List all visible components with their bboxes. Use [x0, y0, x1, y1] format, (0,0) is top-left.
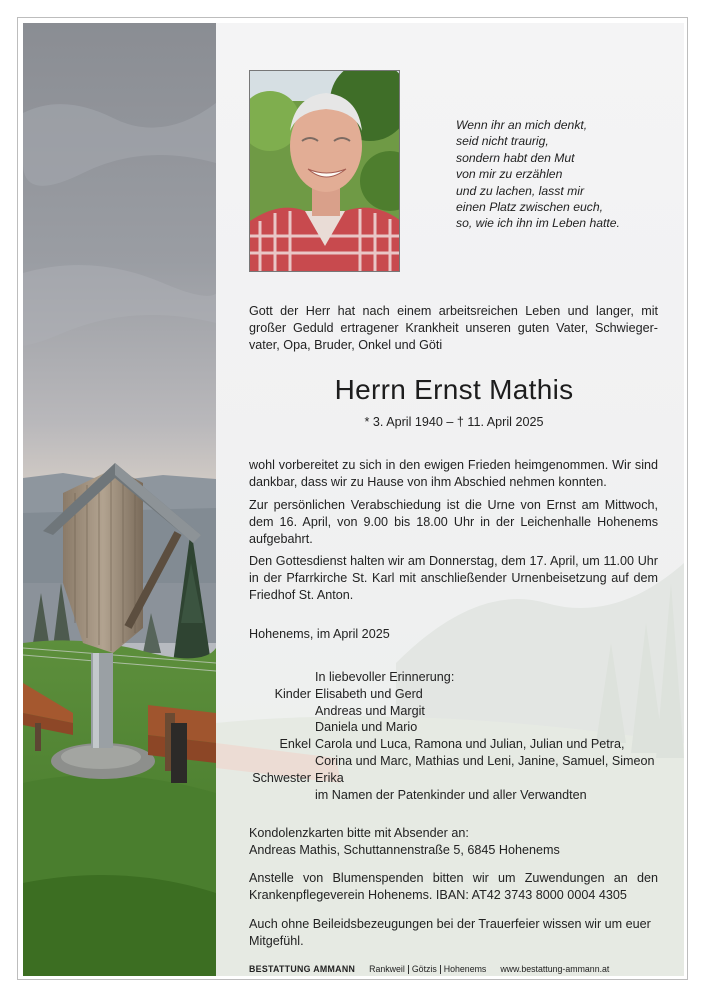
family-label — [249, 719, 315, 736]
family-names: Andreas und Margit — [315, 703, 425, 718]
poem-line: Wenn ihr an mich denkt, — [456, 118, 588, 132]
family-list — [249, 669, 669, 803]
life-dates: * 3. April 1940 – † 11. April 2025 — [364, 415, 544, 429]
divider — [408, 965, 409, 974]
family-label: Schwester — [252, 770, 311, 785]
poem — [456, 117, 676, 232]
family-row — [249, 787, 669, 804]
poem-line: seid nicht traurig, — [456, 134, 549, 149]
family-row — [249, 703, 669, 720]
paragraph-farewell: Zur persönlichen Verabschiedung ist die Urne von Ernst am Mittwoch, dem 16. April, von 9.00 bis 18.00 Uhr in der Leichenhalle Hohenems aufgebahrt. — [249, 498, 658, 546]
family-heading: In liebevoller Erinnerung: — [315, 670, 455, 684]
poem-line: sondern habt den Mut — [456, 150, 575, 165]
paragraph-service: Den Gottesdienst halten wir am Donnerstag, dem 17. April, um 11.00 Uhr in der Pfarrkirche St. Karl mit anschließender Urnenbeisetzung auf dem Friedhof St. Anton. — [249, 554, 658, 602]
divider — [440, 965, 441, 974]
family-label — [249, 787, 315, 804]
condolence-info — [249, 825, 658, 859]
condolence-line: Kondolenzkarten bitte mit Absender an: — [249, 826, 469, 840]
paragraph-peace: wohl vorbereitet zu sich in den ewigen Frieden heimgenommen. Wir sind dankbar, dass wir zu Hause von ihm Abschied nehmen konnten. — [249, 458, 658, 489]
closing-text: Auch ohne Beileidsbezeugungen bei der Trauerfeier wissen wir um euer Mitgefühl. — [249, 917, 651, 948]
donation-text: Anstelle von Blumenspenden bitten wir um Zuwendungen an den Krankenpflegeverein Hohenems. IBAN: AT42 3743 8000 0004 4305 — [249, 871, 658, 902]
family-row — [249, 736, 669, 753]
poem-line: so, wie ich ihn im Leben hatte. — [456, 216, 620, 231]
location: Götzis — [411, 964, 437, 974]
landscape-photo — [23, 23, 216, 976]
deceased-name: Herrn Ernst Mathis — [334, 374, 574, 405]
poem-line: von mir zu erzählen — [456, 167, 563, 182]
brand-name-2: AMMANN — [313, 964, 356, 974]
family-label: Enkel — [279, 737, 311, 752]
location: Hohenems — [443, 964, 487, 974]
family-names: Daniela und Mario — [315, 720, 418, 735]
family-label: Kinder — [274, 686, 311, 701]
poem-line: einen Platz zwischen euch, — [456, 200, 604, 215]
family-row — [249, 770, 669, 787]
family-names: Elisabeth und Gerd — [315, 686, 423, 701]
poem-line: und zu lachen, lasst mir — [456, 183, 585, 198]
intro-text: Gott der Herr hat nach einem arbeitsreichen Leben und langer, mit großer Geduld ertragener Krankheit unseren guten Vater, Schwiegervater, Opa, Bruder, Onkel und Göti — [249, 304, 658, 352]
footer — [249, 964, 609, 974]
website-link[interactable]: www.bestattung-ammann.at — [500, 964, 610, 974]
family-label — [249, 703, 315, 720]
portrait-photo — [249, 70, 400, 272]
condolence-address: Andreas Mathis, Schuttannenstraße 5, 6845 Hohenems — [249, 842, 560, 857]
family-row — [249, 719, 669, 736]
location: Rankweil — [369, 964, 405, 974]
family-row — [249, 686, 669, 703]
family-names: Corina und Marc, Mathias und Leni, Janine, Samuel, Simeon — [315, 753, 655, 768]
brand-name: BESTATTUNG — [249, 964, 311, 974]
place-date: Hohenems, im April 2025 — [249, 627, 390, 641]
family-label — [249, 753, 315, 770]
family-names: im Namen der Patenkinder und aller Verwandten — [315, 787, 587, 802]
family-names: Erika — [315, 770, 344, 785]
family-row — [249, 753, 669, 770]
family-names: Carola und Luca, Ramona und Julian, Julian und Petra, — [315, 737, 625, 752]
